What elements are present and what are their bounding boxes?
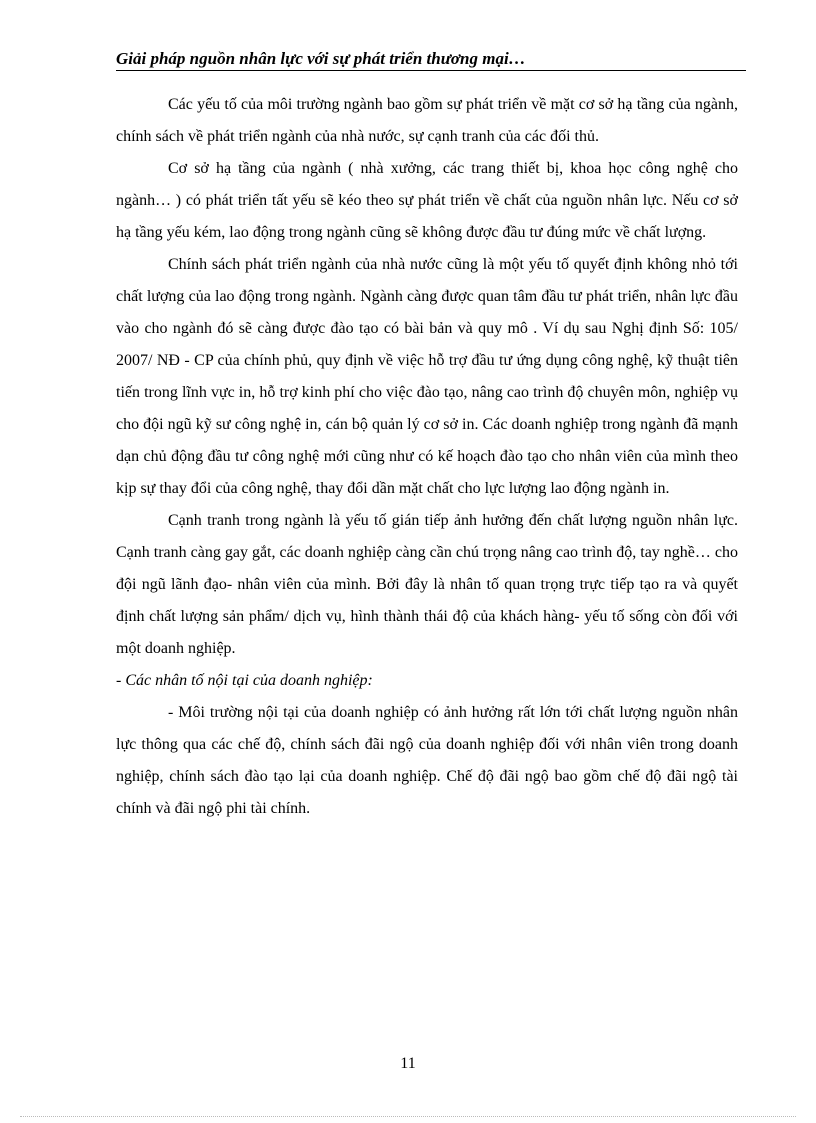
header-rule xyxy=(116,70,746,71)
paragraph-infrastructure: Cơ sở hạ tầng của ngành ( nhà xưởng, các trang thiết bị, khoa học công nghệ cho ngành… ) có phát triển tất yếu sẽ kéo theo sự phát triển về chất của nguồn nhân lực. Nếu cơ sở hạ tầng yếu kém, lao động trong ngành cũng sẽ không được đầu tư đúng mức về chất lượng. xyxy=(116,160,738,241)
body-content xyxy=(116,89,738,825)
paragraph-industry-environment: Các yếu tố của môi trường ngành bao gồm sự phát triển về mặt cơ sở hạ tầng của ngành, chính sách về phát triển ngành của nhà nước, sự cạnh tranh của các đối thủ. xyxy=(116,96,738,145)
page-number: 11 xyxy=(400,1055,416,1072)
running-header: Giải pháp nguồn nhân lực với sự phát triển thương mại… xyxy=(116,49,526,68)
page-bottom-divider xyxy=(20,1116,796,1117)
subheading-internal-factors: - Các nhân tố nội tại của doanh nghiệp: xyxy=(116,672,373,689)
paragraph-state-policy: Chính sách phát triển ngành của nhà nước cũng là một yếu tố quyết định không nhỏ tới chất lượng của lao động trong ngành. Ngành càng được quan tâm đầu tư phát triển, nhân lực đầu vào cho ngành đó sẽ càng được đào tạo có bài bản và quy mô . Ví dụ sau Nghị định Số: 105/ 2007/ NĐ - CP của chính phủ, quy định về việc hỗ trợ đầu tư ứng dụng công nghệ, kỹ thuật tiên tiến trong lĩnh vực in, hỗ trợ kinh phí cho việc đào tạo, nâng cao trình độ chuyên môn, nghiệp vụ cho đội ngũ kỹ sư công nghệ in, cán bộ quản lý cơ sở in. Các doanh nghiệp trong ngành đã mạnh dạn chủ động đầu tư công nghệ mới cũng như có kế hoạch đào tạo cho nhân viên của mình theo kịp sự thay đổi của công nghệ, thay đổi dần mặt chất cho lực lượng lao động ngành in. xyxy=(116,256,738,497)
paragraph-competition: Cạnh tranh trong ngành là yếu tố gián tiếp ảnh hưởng đến chất lượng nguồn nhân lực. Cạnh tranh càng gay gắt, các doanh nghiệp càng cần chú trọng nâng cao trình độ, tay nghề… cho đội ngũ lãnh đạo- nhân viên của mình. Bởi đây là nhân tố quan trọng trực tiếp tạo ra và quyết định chất lượng sản phẩm/ dịch vụ, hình thành thái độ của khách hàng- yếu tố sống còn đối với một doanh nghiệp. xyxy=(116,512,739,657)
paragraph-internal-environment: - Môi trường nội tại của doanh nghiệp có ảnh hưởng rất lớn tới chất lượng nguồn nhân lực thông qua các chế độ, chính sách đãi ngộ của doanh nghiệp đối với nhân viên trong doanh nghiệp, chính sách đào tạo lại của doanh nghiệp. Chế độ đãi ngộ bao gồm chế độ đãi ngộ tài chính và đãi ngộ phi tài chính. xyxy=(116,704,738,817)
